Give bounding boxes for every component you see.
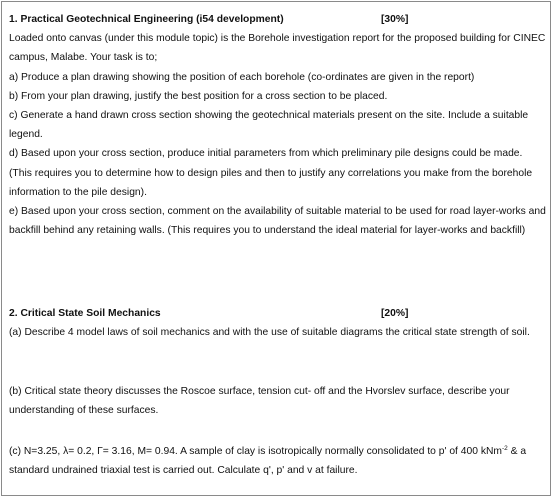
question-1-intro: Loaded onto canvas (under this module topic) is the Borehole investigation report for the proposed building for CINEC campus, Malabe. Your task is to; bbox=[9, 33, 546, 64]
question-1-part-b: b) From your plan drawing, justify the best position for a cross section to be placed. bbox=[9, 90, 388, 102]
question-2-part-c bbox=[9, 442, 546, 480]
question-1-part-c: c) Generate a hand drawn cross section showing the geotechnical materials present on the site. Include a suitable legend. bbox=[9, 110, 529, 141]
question-2-title: 2. Critical State Soil Mechanics bbox=[9, 308, 161, 319]
question-2-weight: [20%] bbox=[381, 308, 409, 319]
question-1-part-e: e) Based upon your cross section, comment on the availability of suitable material to be used for road layer-works and backfill behind any retaining walls. (This requires you to understand the ideal material for layer-works and backfill) bbox=[9, 206, 546, 237]
question-1-weight: [30%] bbox=[381, 14, 409, 25]
question-2-part-a: (a) Describe 4 model laws of soil mechanics and with the use of suitable diagrams the critical state strength of soil. bbox=[9, 327, 530, 339]
question-2-part-c-main: (c) N=3.25, λ= 0.2, Γ= 3.16, M= 0.94. A sample of clay is isotropically normally consolidated to p' of 400 kNm bbox=[9, 446, 502, 457]
question-1-title: 1. Practical Geotechnical Engineering (i54 development) bbox=[9, 14, 284, 25]
question-1-header bbox=[9, 10, 546, 29]
question-2 bbox=[9, 304, 546, 342]
question-2-part-b: (b) Critical state theory discusses the Roscoe surface, tension cut- off and the Hvorslev surface, describe your understanding of these surfaces. bbox=[9, 386, 510, 417]
question-2-part-c-tail: & a standard undrained triaxial test is carried out. Calculate q', p' and v at failure. bbox=[9, 446, 527, 477]
question-2-b-block bbox=[9, 382, 546, 420]
question-2-header bbox=[9, 304, 546, 323]
question-1-part-d: d) Based upon your cross section, produce initial parameters from which preliminary pile designs could be made. (This requires you to determine how to design piles and then to justify any correlations you make from the borehole information to the pile design). bbox=[9, 148, 533, 198]
question-sheet bbox=[1, 1, 551, 496]
question-2-c-block bbox=[9, 442, 546, 480]
question-1 bbox=[9, 10, 546, 240]
unit-exponent: -2 bbox=[501, 445, 508, 452]
question-1-part-a: a) Produce a plan drawing showing the position of each borehole (co-ordinates are given in the report) bbox=[9, 71, 475, 83]
